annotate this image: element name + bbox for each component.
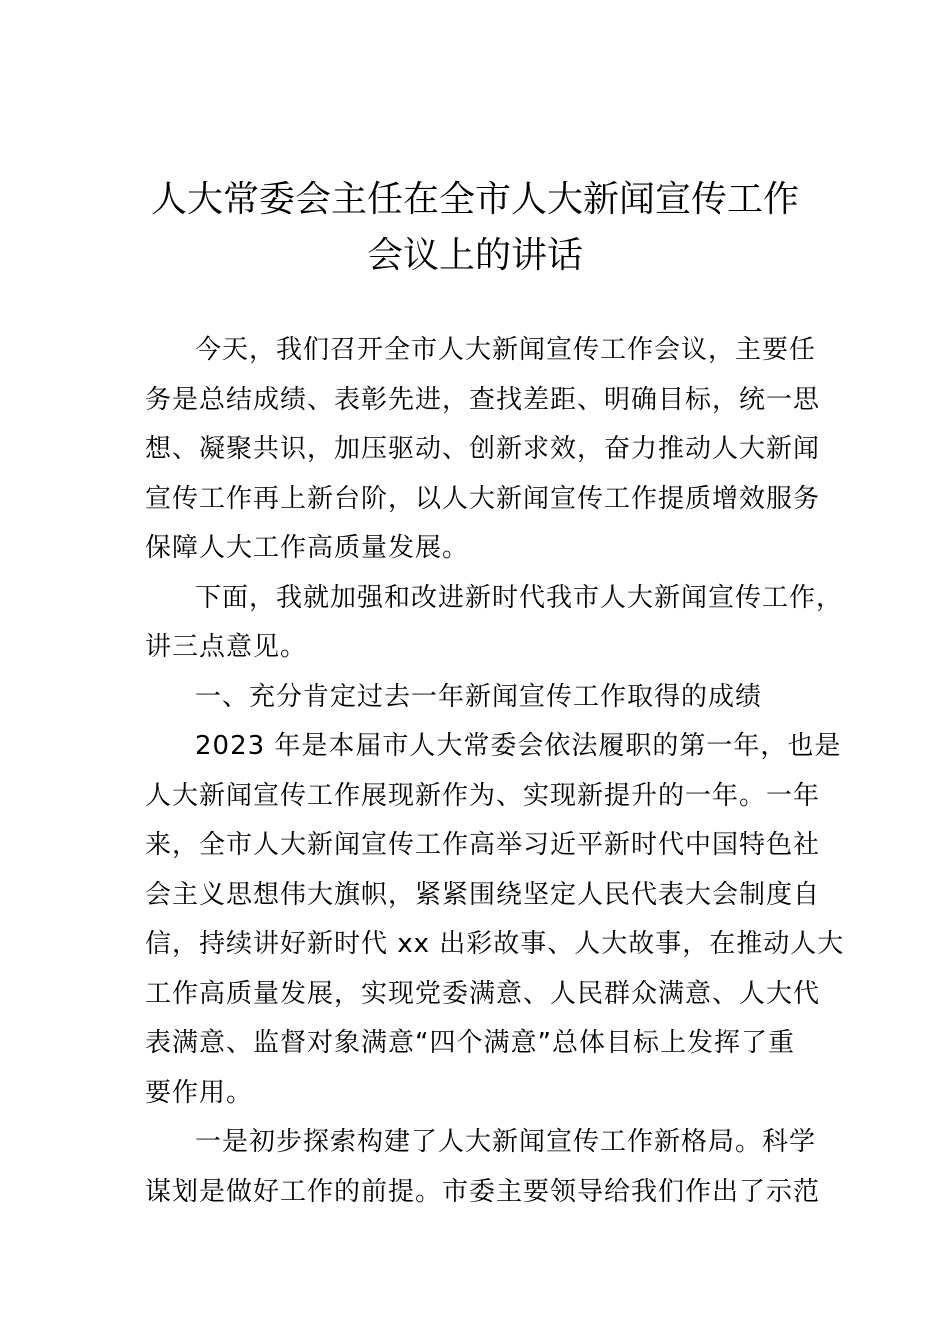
text-line: 2023 年是本届市人大常委会依法履职的第一年，也是: [195, 731, 842, 761]
text-line: 保障人大工作高质量发展。: [145, 533, 470, 563]
text-line: 表满意、监督对象满意“四个满意”总体目标上发挥了重: [145, 1028, 795, 1058]
text-line: 信，持续讲好新时代 xx 出彩故事、人大故事，在推动人大: [145, 929, 845, 959]
text-line: 讲三点意见。: [145, 632, 308, 662]
text-line: 一、充分肯定过去一年新闻宣传工作取得的成绩: [195, 681, 763, 712]
text-line: 今天，我们召开全市人大新闻宣传工作会议，主要任: [195, 335, 817, 365]
document-body: [145, 326, 845, 1217]
text-line: 来，全市人大新闻宣传工作高举习近平新时代中国特色社: [145, 830, 821, 860]
text-line: 谋划是做好工作的前提。市委主要领导给我们作出了示范: [145, 1176, 821, 1207]
title-line: 人大常委会主任在全市人大新闻宣传工作: [150, 179, 799, 220]
document-title: [120, 172, 830, 284]
text-line: 想、凝聚共识，加压驱动、创新求效，奋力推动人大新闻: [145, 434, 821, 464]
text-line: 要作用。: [145, 1077, 254, 1108]
text-line: 一是初步探索构建了人大新闻宣传工作新格局。科学: [195, 1127, 817, 1157]
text-line: 工作高质量发展，实现党委满意、人民群众满意、人大代: [145, 978, 821, 1009]
text-line: 务是总结成绩、表彰先进，查找差距、明确目标，统一思: [145, 384, 821, 415]
text-line: 会主义思想伟大旗帜，紧紧围绕坚定人民代表大会制度自: [145, 879, 821, 910]
text-line: 下面，我就加强和改进新时代我市人大新闻宣传工作，: [195, 582, 844, 613]
title-line: 会议上的讲话: [366, 235, 583, 276]
text-line: 宣传工作再上新台阶，以人大新闻宣传工作提质增效服务: [145, 483, 821, 514]
text-line: 人大新闻宣传工作展现新作为、实现新提升的一年。一年: [145, 780, 821, 811]
